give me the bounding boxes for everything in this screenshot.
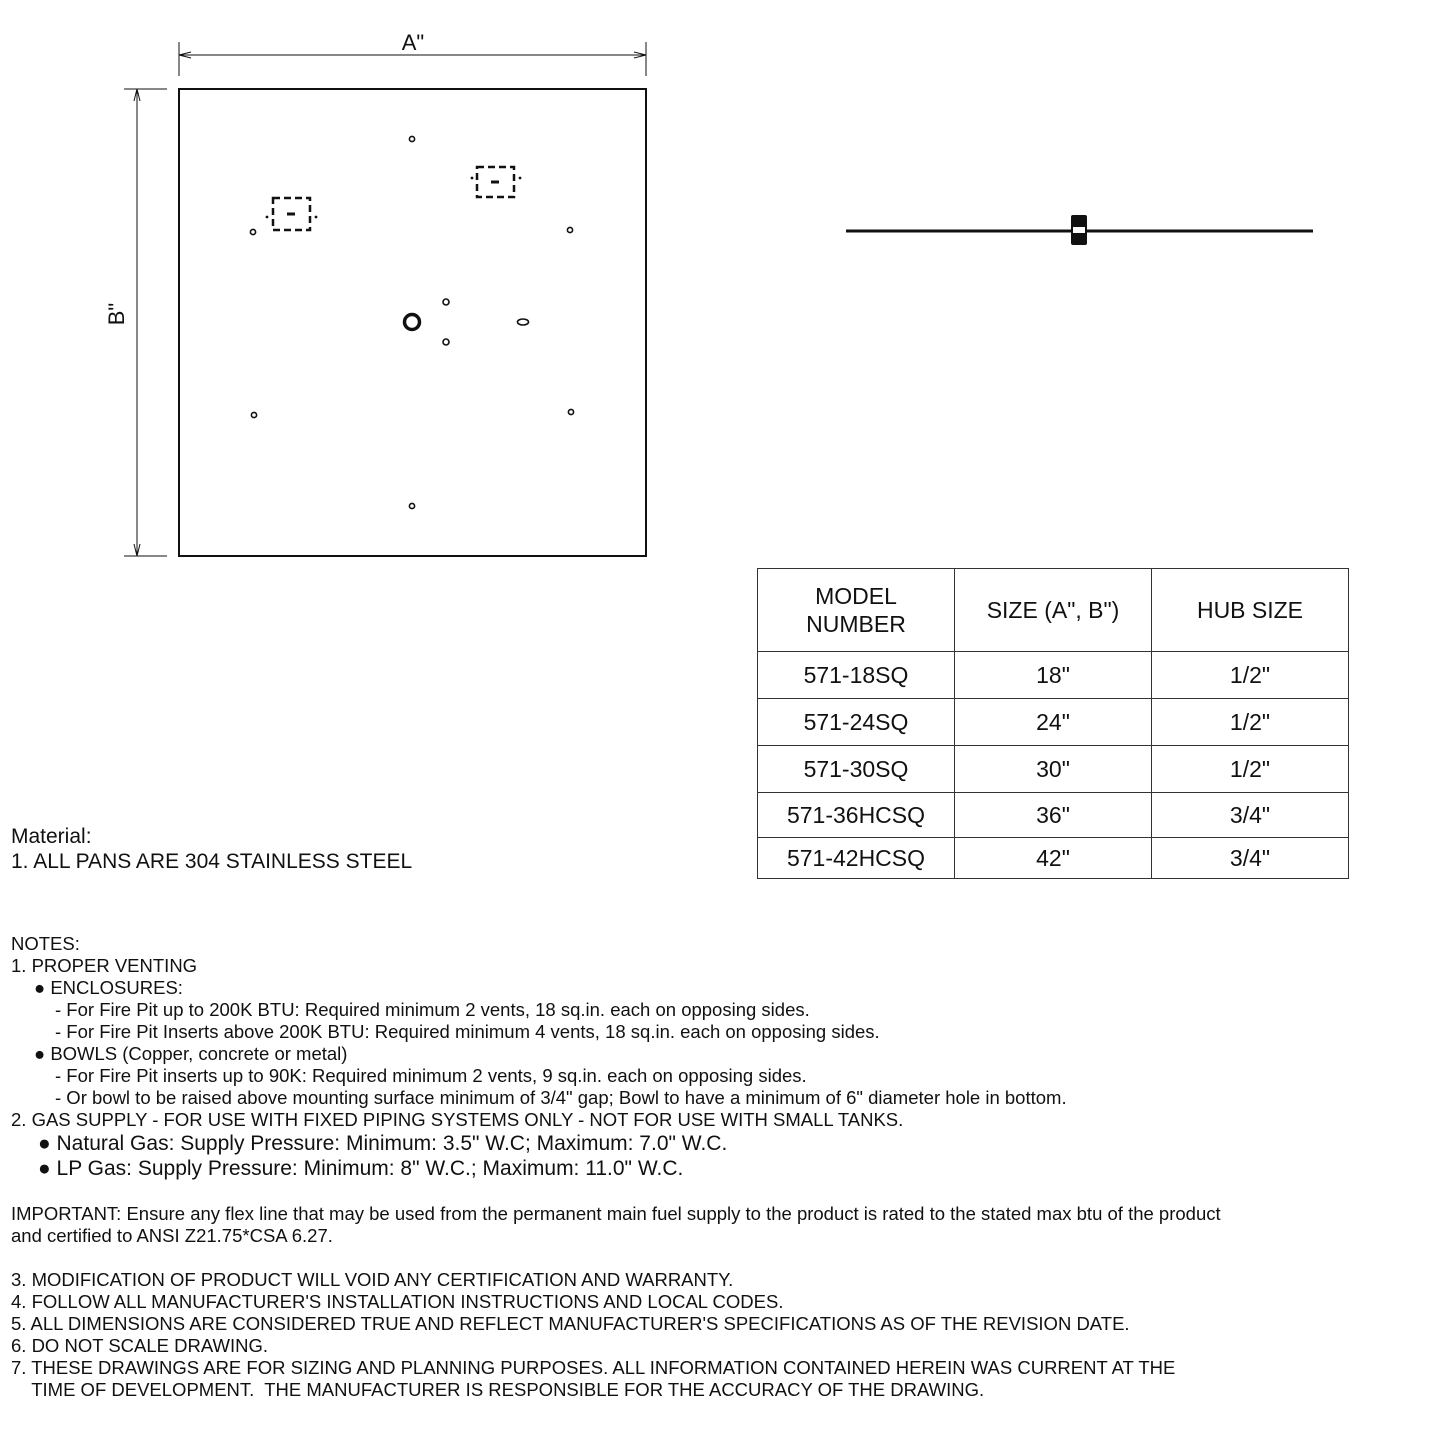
hub-size-cell: 1/2" xyxy=(1152,699,1349,746)
dim-a-label: A" xyxy=(401,30,425,55)
hub-opening xyxy=(405,315,420,330)
model-number-cell: 571-36HCSQ xyxy=(758,793,955,838)
note-lp-gas: ● LP Gas: Supply Pressure: Minimum: 8" W.C.; Maximum: 11.0" W.C. xyxy=(38,1157,684,1180)
note-3: 3. MODIFICATION OF PRODUCT WILL VOID ANY CERTIFICATION AND WARRANTY. xyxy=(11,1269,734,1290)
model-number-cell: 571-18SQ xyxy=(758,652,955,699)
table-row xyxy=(758,699,1349,746)
note-bowls: ● BOWLS (Copper, concrete or metal) xyxy=(34,1043,348,1064)
size-cell: 24" xyxy=(955,699,1152,746)
note-5: 5. ALL DIMENSIONS ARE CONSIDERED TRUE AND REFLECT MANUFACTURER'S SPECIFICATIONS AS OF THE REVISION DATE. xyxy=(11,1313,1130,1334)
slot-opening xyxy=(518,319,529,325)
table-row xyxy=(758,652,1349,699)
hub-size-cell: 3/4" xyxy=(1152,838,1349,879)
note-enclosures-1: - For Fire Pit up to 200K BTU: Required minimum 2 vents, 18 sq.in. each on opposing sides. xyxy=(55,999,810,1020)
model-number-cell: 571-30SQ xyxy=(758,746,955,793)
table-row xyxy=(758,838,1349,879)
size-cell: 42" xyxy=(955,838,1152,879)
hub-size-cell: 3/4" xyxy=(1152,793,1349,838)
hub-size-cell: 1/2" xyxy=(1152,746,1349,793)
size-cell: 36" xyxy=(955,793,1152,838)
header-size: SIZE (A", B") xyxy=(955,569,1152,652)
note-bowls-2: - Or bowl to be raised above mounting surface minimum of 3/4" gap; Bowl to have a minimum of 6" diameter hole in bottom. xyxy=(55,1087,1067,1108)
note-1: 1. PROPER VENTING xyxy=(11,955,198,976)
note-2: 2. GAS SUPPLY - FOR USE WITH FIXED PIPING SYSTEMS ONLY - NOT FOR USE WITH SMALL TANKS. xyxy=(11,1109,904,1130)
size-cell: 30" xyxy=(955,746,1152,793)
notes-heading: NOTES: xyxy=(11,933,80,954)
pan-drawing xyxy=(0,0,1445,580)
note-7a: 7. THESE DRAWINGS ARE FOR SIZING AND PLANNING PURPOSES. ALL INFORMATION CONTAINED HEREIN WAS CURRENT AT THE xyxy=(11,1357,1176,1378)
note-bowls-1: - For Fire Pit inserts up to 90K: Required minimum 2 vents, 9 sq.in. each on opposing sides. xyxy=(55,1065,807,1086)
header-hub-size: HUB SIZE xyxy=(1152,569,1349,652)
material-line: 1. ALL PANS ARE 304 STAINLESS STEEL xyxy=(11,850,413,873)
note-7b: TIME OF DEVELOPMENT. THE MANUFACTURER IS RESPONSIBLE FOR THE ACCURACY OF THE DRAWING. xyxy=(11,1379,985,1400)
side-view xyxy=(846,215,1313,245)
model-size-table xyxy=(757,568,1349,879)
table-row xyxy=(758,746,1349,793)
right-bracket xyxy=(471,167,522,197)
notes-block xyxy=(11,933,1221,1401)
table-header-row xyxy=(758,569,1349,652)
hub-size-cell: 1/2" xyxy=(1152,652,1349,699)
header-model-number: MODEL NUMBER xyxy=(758,569,955,652)
note-4: 4. FOLLOW ALL MANUFACTURER'S INSTALLATION INSTRUCTIONS AND LOCAL CODES. xyxy=(11,1291,784,1312)
note-natural-gas: ● Natural Gas: Supply Pressure: Minimum: 3.5" W.C; Maximum: 7.0" W.C. xyxy=(38,1132,728,1155)
model-number-cell: 571-42HCSQ xyxy=(758,838,955,879)
pan-outline xyxy=(179,89,646,556)
top-view xyxy=(104,30,646,556)
left-bracket xyxy=(266,198,318,230)
mounting-holes xyxy=(250,136,573,508)
table-row xyxy=(758,793,1349,838)
material-heading: Material: xyxy=(11,825,92,848)
dimension-b xyxy=(124,89,167,556)
note-important-1: IMPORTANT: Ensure any flex line that may be used from the permanent main fuel supply to the product is rated to the stated max btu of the product xyxy=(11,1203,1221,1224)
size-cell: 18" xyxy=(955,652,1152,699)
note-important-2: and certified to ANSI Z21.75*CSA 6.27. xyxy=(11,1225,333,1246)
note-enclosures: ● ENCLOSURES: xyxy=(34,977,183,998)
note-6: 6. DO NOT SCALE DRAWING. xyxy=(11,1335,268,1356)
dim-b-label: B" xyxy=(104,302,129,326)
model-number-cell: 571-24SQ xyxy=(758,699,955,746)
note-enclosures-2: - For Fire Pit Inserts above 200K BTU: Required minimum 4 vents, 18 sq.in. each on opposing sides. xyxy=(55,1021,880,1042)
